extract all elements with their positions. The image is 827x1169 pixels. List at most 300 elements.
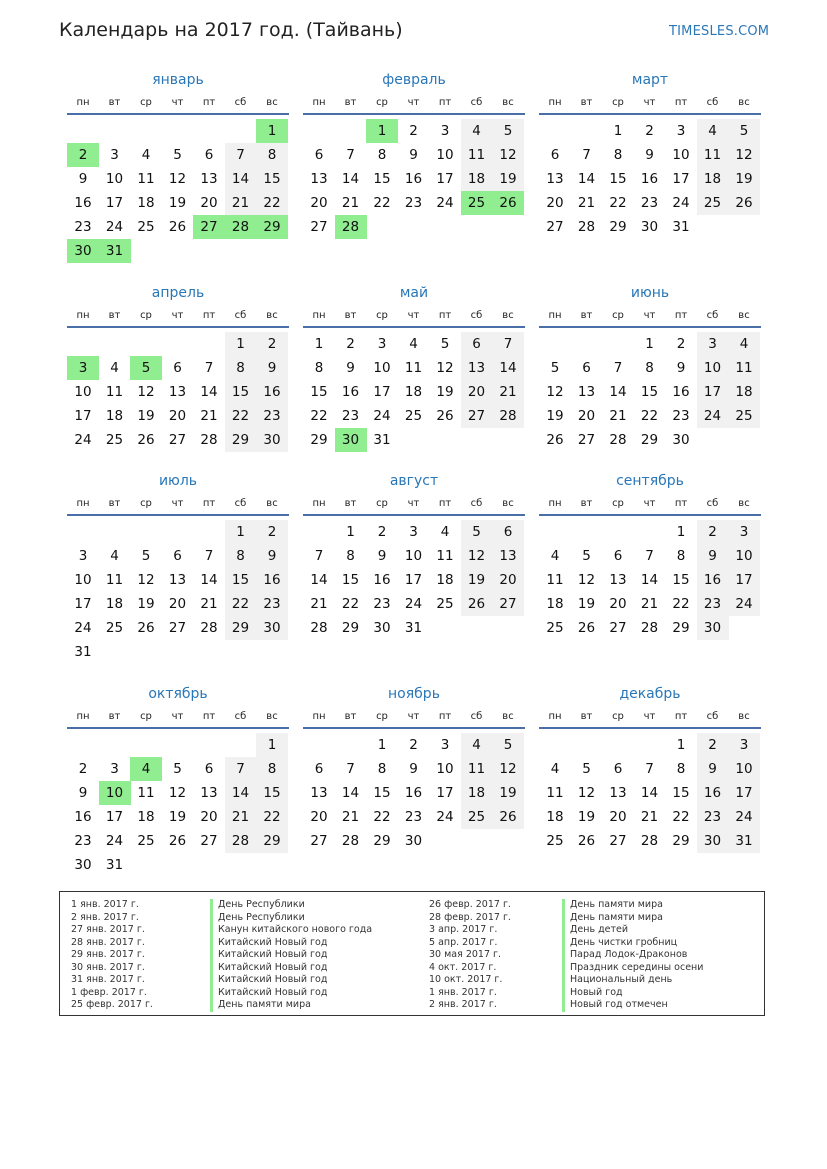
holiday-date: 2 янв. 2017 г. [71,911,139,923]
month-name: декабрь [619,686,681,702]
day-cell: 5 [130,356,162,380]
day-cell: 3 [440,737,450,753]
day-cell: 5 [440,336,450,352]
day-cell: 6 [613,548,623,564]
day-cell: 19 [168,809,187,825]
day-cell: 3 [409,524,418,540]
weekday-label: вс [738,498,750,509]
day-cell: 24 [105,219,124,235]
day-cell: 19 [168,195,187,211]
day-cell: 14 [200,572,218,588]
day-cell: 4 [461,733,493,757]
day-cell: 23 [404,195,423,211]
holiday-date: 28 янв. 2017 г. [71,936,145,948]
weekday-label: вс [266,97,278,108]
day-cell: 6 [613,761,623,777]
day-cell: 20 [492,568,524,592]
day-cell: 29 [225,616,257,640]
day-cell: 21 [341,195,360,211]
day-cell: 16 [341,384,360,400]
weekday-label: пт [438,711,452,722]
holiday-name: Праздник середины осени [562,962,703,975]
weekday-label: вс [266,310,278,321]
day-cell: 27 [193,215,225,239]
weekday-label: чт [407,711,420,722]
day-cell: 4 [697,119,729,143]
day-cell: 16 [74,195,92,211]
day-cell: 23 [640,195,659,211]
day-cell: 18 [546,809,564,825]
day-cell: 13 [310,785,328,801]
weekday-label: сб [706,498,719,509]
day-cell: 26 [577,833,596,849]
holiday-date: 31 янв. 2017 г. [71,974,145,985]
day-cell: 17 [728,568,760,592]
day-cell: 17 [74,596,92,612]
day-cell: 12 [137,572,155,588]
month-name: октябрь [148,686,208,702]
header-rule [303,514,525,516]
day-cell: 4 [141,147,151,163]
day-cell: 3 [676,123,686,139]
day-cell: 23 [697,592,729,616]
day-cell: 9 [676,360,686,376]
weekday-label: сб [234,498,247,509]
weekday-label: сб [234,310,247,321]
day-cell: 11 [546,572,564,588]
day-cell: 26 [728,191,760,215]
day-cell: 11 [546,785,564,801]
day-cell: 25 [105,432,124,448]
day-cell: 17 [74,408,92,424]
day-cell: 20 [200,809,218,825]
day-cell: 20 [546,195,564,211]
day-cell: 4 [550,761,560,777]
day-cell: 27 [492,592,524,616]
day-cell: 28 [225,215,257,239]
day-cell: 12 [492,143,524,167]
day-cell: 28 [310,620,328,636]
day-cell: 10 [373,360,391,376]
day-cell: 8 [676,761,686,777]
day-cell: 13 [168,384,187,400]
day-cell: 24 [74,432,92,448]
weekday-label: ср [376,498,388,509]
day-cell: 25 [546,833,564,849]
day-cell: 13 [200,785,218,801]
day-cell: 27 [609,620,627,636]
day-cell: 7 [225,143,257,167]
day-cell: 4 [461,119,493,143]
day-cell: 19 [546,408,564,424]
day-cell: 3 [728,733,760,757]
day-cell: 22 [672,596,690,612]
day-cell: 2 [409,737,418,753]
holiday-name: Новый год отмечен [562,999,703,1012]
day-cell: 7 [582,147,591,163]
day-cell: 16 [697,568,729,592]
day-cell: 24 [373,408,391,424]
weekday-label: ср [376,711,388,722]
day-cell: 22 [256,805,288,829]
day-cell: 9 [256,544,288,568]
day-cell: 17 [697,380,729,404]
day-cell: 18 [404,384,423,400]
day-cell: 8 [314,360,324,376]
day-cell: 16 [373,572,391,588]
day-cell: 5 [582,548,591,564]
header-rule [539,514,761,516]
day-cell: 6 [461,332,493,356]
day-cell: 24 [728,592,760,616]
day-cell: 25 [436,596,454,612]
holiday-name: Парад Лодок-Драконов [562,949,703,962]
day-cell: 6 [173,360,182,376]
weekday-label: вс [738,97,750,108]
day-cell: 21 [341,809,360,825]
day-cell: 27 [609,833,627,849]
weekday-label: пн [76,310,90,321]
day-cell: 21 [200,408,218,424]
day-cell: 3 [728,520,760,544]
day-cell: 3 [440,123,450,139]
day-cell: 25 [137,833,155,849]
day-cell: 13 [461,356,493,380]
day-cell: 21 [200,596,218,612]
day-cell: 8 [645,360,654,376]
month-name: август [389,473,439,489]
day-cell: 9 [78,785,88,801]
day-cell: 12 [461,544,493,568]
weekday-label: пн [76,498,90,509]
day-cell: 24 [404,596,423,612]
day-cell: 10 [404,548,423,564]
day-cell: 10 [697,356,729,380]
day-cell: 17 [728,781,760,805]
holiday-name: День памяти мира [562,912,703,925]
day-cell: 8 [377,761,387,777]
weekday-label: пн [312,310,326,321]
holiday-date: 2 янв. 2017 г. [429,999,497,1010]
weekday-label: чт [643,711,656,722]
day-cell: 16 [404,785,423,801]
day-cell: 4 [728,332,760,356]
holiday-dates-col-2 [429,899,511,1012]
day-cell: 7 [314,548,324,564]
day-cell: 20 [168,408,187,424]
day-cell: 16 [640,171,659,187]
day-cell: 12 [168,785,187,801]
weekday-label: сб [234,711,247,722]
weekday-label: ср [140,711,152,722]
holiday-date: 30 мая 2017 г. [429,949,502,960]
weekday-label: ср [612,498,624,509]
weekday-label: пн [312,97,326,108]
weekday-label: вс [266,711,278,722]
day-cell: 27 [577,432,596,448]
header-rule [539,113,761,115]
weekday-label: вт [108,97,121,108]
day-cell: 28 [609,432,627,448]
day-cell: 13 [609,785,627,801]
weekday-label: пт [438,310,452,321]
weekday-label: пт [438,498,452,509]
day-cell: 18 [546,596,564,612]
day-cell: 22 [310,408,328,424]
weekday-label: чт [407,498,420,509]
day-cell: 2 [409,123,418,139]
day-cell: 15 [256,781,288,805]
day-cell: 26 [577,620,596,636]
day-cell: 5 [582,761,591,777]
day-cell: 18 [137,809,155,825]
month-name: июль [158,473,198,489]
day-cell: 23 [256,404,288,428]
day-cell: 16 [74,809,92,825]
day-cell: 16 [672,384,690,400]
day-cell: 14 [640,572,659,588]
day-cell: 22 [373,195,391,211]
day-cell: 15 [672,572,690,588]
day-cell: 3 [78,548,88,564]
day-cell: 13 [609,572,627,588]
day-cell: 20 [310,809,328,825]
holiday-name: День памяти мира [210,999,372,1012]
day-cell: 29 [640,432,659,448]
day-cell: 29 [256,829,288,853]
day-cell: 18 [728,380,760,404]
day-cell: 10 [99,781,131,805]
day-cell: 17 [436,171,454,187]
weekday-label: пт [438,97,452,108]
day-cell: 29 [310,432,328,448]
day-cell: 2 [346,336,355,352]
holiday-date: 5 апр. 2017 г. [429,936,498,948]
day-cell: 27 [310,219,328,235]
weekday-label: сб [470,711,483,722]
day-cell: 24 [74,620,92,636]
day-cell: 2 [67,143,99,167]
day-cell: 28 [577,219,596,235]
day-cell: 14 [341,785,360,801]
header-rule [67,113,289,115]
day-cell: 18 [461,167,493,191]
header-rule [303,113,525,115]
day-cell: 10 [105,171,124,187]
weekday-label: пт [674,498,688,509]
holiday-date: 1 янв. 2017 г. [71,899,139,910]
weekday-label: вт [580,711,593,722]
holiday-name: Китайский Новый год [210,962,372,975]
day-cell: 22 [373,809,391,825]
day-cell: 21 [310,596,328,612]
weekday-label: пн [312,711,326,722]
day-cell: 30 [697,616,729,640]
day-cell: 21 [609,408,627,424]
day-cell: 29 [256,215,288,239]
day-cell: 7 [346,761,355,777]
day-cell: 1 [314,336,324,352]
weekday-label: вс [502,97,514,108]
day-cell: 1 [346,524,355,540]
day-cell: 12 [168,171,187,187]
day-cell: 2 [676,336,686,352]
day-cell: 23 [341,408,360,424]
weekday-label: вс [738,711,750,722]
weekday-label: ср [376,97,388,108]
day-cell: 23 [672,408,690,424]
day-cell: 10 [436,147,454,163]
day-cell: 4 [110,548,119,564]
day-cell: 26 [168,833,187,849]
day-cell: 25 [461,191,493,215]
day-cell: 19 [137,408,155,424]
page-title: Календарь на 2017 год. (Тайвань) [59,19,403,41]
day-cell: 15 [256,167,288,191]
holiday-date: 3 апр. 2017 г. [429,924,498,935]
day-cell: 9 [409,761,418,777]
day-cell: 17 [404,572,423,588]
day-cell: 13 [200,171,218,187]
day-cell: 10 [728,757,760,781]
day-cell: 1 [225,520,257,544]
day-cell: 23 [74,833,92,849]
day-cell: 28 [225,829,257,853]
day-cell: 12 [577,785,596,801]
day-cell: 11 [697,143,729,167]
weekday-label: пн [76,97,90,108]
weekday-label: чт [407,97,420,108]
day-cell: 17 [373,384,391,400]
day-cell: 15 [225,568,257,592]
day-cell: 4 [409,336,418,352]
holiday-name: Канун китайского нового года [210,924,372,937]
day-cell: 11 [461,757,493,781]
day-cell: 1 [645,336,654,352]
weekday-label: вт [108,498,121,509]
day-cell: 21 [640,809,659,825]
holiday-name: День детей [562,924,703,937]
holiday-name: День памяти мира [562,899,703,912]
day-cell: 30 [256,616,288,640]
header-rule [67,326,289,328]
day-cell: 31 [728,829,760,853]
day-cell: 31 [373,432,391,448]
day-cell: 27 [200,833,218,849]
weekday-label: вс [266,498,278,509]
day-cell: 2 [256,332,288,356]
weekday-label: чт [643,310,656,321]
holiday-name: День Республики [210,912,372,925]
day-cell: 31 [99,239,131,263]
day-cell: 16 [256,568,288,592]
header-rule [303,326,525,328]
day-cell: 19 [728,167,760,191]
day-cell: 23 [697,805,729,829]
day-cell: 7 [613,360,623,376]
day-cell: 30 [697,829,729,853]
day-cell: 2 [78,761,88,777]
holiday-name: День чистки гробниц [562,937,703,950]
day-cell: 27 [168,432,187,448]
day-cell: 20 [609,596,627,612]
day-cell: 25 [137,219,155,235]
day-cell: 7 [204,360,214,376]
weekday-label: чт [171,97,184,108]
day-cell: 28 [200,620,218,636]
day-cell: 12 [436,360,454,376]
day-cell: 17 [105,809,124,825]
day-cell: 21 [225,805,257,829]
weekday-label: чт [643,97,656,108]
day-cell: 31 [404,620,423,636]
weekday-label: пт [674,711,688,722]
weekday-label: ср [140,498,152,509]
day-cell: 15 [672,785,690,801]
day-cell: 3 [377,336,387,352]
day-cell: 6 [492,520,524,544]
weekday-label: вт [344,97,357,108]
weekday-label: пн [548,711,562,722]
header-rule [67,514,289,516]
holiday-date: 26 февр. 2017 г. [429,899,511,910]
day-cell: 5 [461,520,493,544]
day-cell: 12 [137,384,155,400]
day-cell: 30 [67,239,99,263]
weekday-label: вт [580,97,593,108]
day-cell: 26 [137,620,155,636]
brand-link[interactable]: TIMESLES.COM [669,24,770,39]
weekday-label: сб [706,97,719,108]
day-cell: 7 [645,548,654,564]
day-cell: 3 [67,356,99,380]
day-cell: 15 [225,380,257,404]
day-cell: 20 [577,408,596,424]
day-cell: 20 [310,195,328,211]
header-rule [539,326,761,328]
day-cell: 11 [137,171,155,187]
day-cell: 6 [314,761,324,777]
day-cell: 12 [492,757,524,781]
day-cell: 19 [492,167,524,191]
day-cell: 29 [373,833,391,849]
day-cell: 2 [377,524,387,540]
weekday-label: ср [612,97,624,108]
day-cell: 18 [461,781,493,805]
day-cell: 13 [310,171,328,187]
day-cell: 14 [310,572,328,588]
day-cell: 27 [168,620,187,636]
day-cell: 19 [436,384,454,400]
day-cell: 2 [697,733,729,757]
day-cell: 14 [577,171,596,187]
day-cell: 8 [346,548,355,564]
day-cell: 9 [697,757,729,781]
day-cell: 1 [676,737,686,753]
day-cell: 23 [256,592,288,616]
day-cell: 28 [341,833,360,849]
weekday-label: вс [502,498,514,509]
day-cell: 27 [461,404,493,428]
day-cell: 9 [645,147,654,163]
weekday-label: пт [202,310,216,321]
day-cell: 22 [225,592,257,616]
day-cell: 28 [640,833,659,849]
day-cell: 25 [461,805,493,829]
day-cell: 7 [225,757,257,781]
day-cell: 22 [640,408,659,424]
day-cell: 11 [728,356,760,380]
